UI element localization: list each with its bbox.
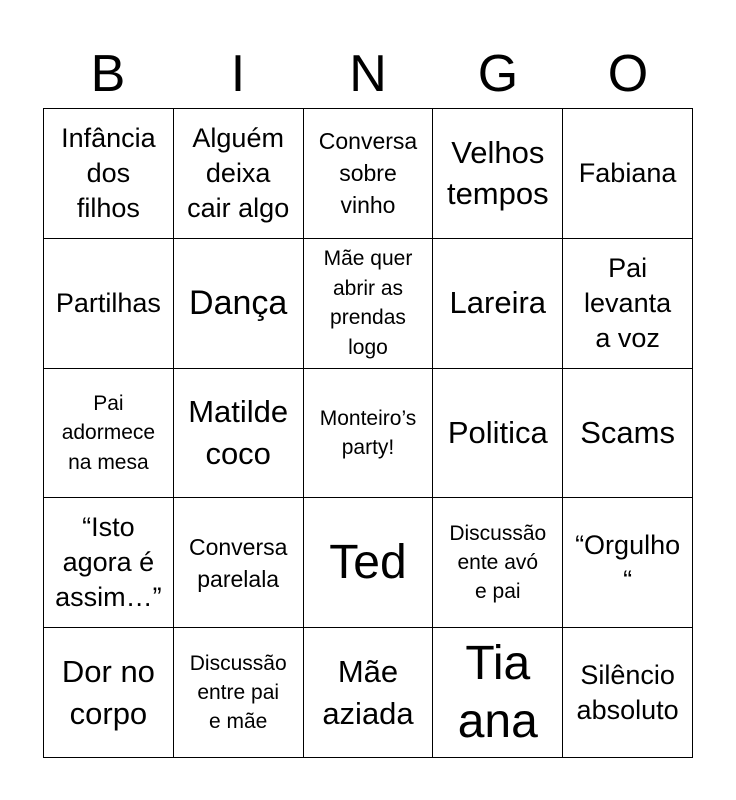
bingo-header	[43, 40, 693, 108]
bingo-cell[interactable]	[174, 498, 304, 628]
bingo-cell[interactable]	[433, 498, 563, 628]
cell-text: “Isto agora é assim…”	[55, 512, 162, 613]
bingo-cell[interactable]	[44, 239, 174, 369]
bingo-cell[interactable]	[563, 369, 693, 499]
bingo-cell[interactable]	[433, 109, 563, 239]
bingo-cell[interactable]	[563, 628, 693, 758]
header-letter-b: B	[90, 45, 126, 103]
bingo-cell[interactable]	[174, 628, 304, 758]
bingo-cell[interactable]	[304, 239, 434, 369]
cell-text: Alguém deixa cair algo	[187, 122, 290, 223]
cell-text: Politica	[447, 415, 548, 451]
cell-text: Dor no corpo	[61, 653, 155, 731]
cell-text: Conversa sobre vinho	[318, 128, 418, 219]
cell-text: Tia ana	[457, 637, 538, 748]
cell-text: Mãe quer abrir as prendas logo	[323, 247, 413, 359]
bingo-cell[interactable]	[304, 628, 434, 758]
bingo-cell[interactable]	[174, 239, 304, 369]
bingo-cell[interactable]	[304, 369, 434, 499]
bingo-cell[interactable]	[44, 498, 174, 628]
cell-text: Scams	[580, 415, 675, 451]
cell-text: Dança	[189, 284, 288, 323]
bingo-cell[interactable]	[44, 369, 174, 499]
cell-text: Monteiro’s party!	[319, 406, 417, 459]
cell-text: Lareira	[449, 285, 547, 321]
cell-text: Discussão entre pai e mãe	[189, 651, 287, 734]
cell-text: Pai levanta a voz	[584, 252, 672, 353]
cell-text: Discussão ente avó e pai	[449, 521, 547, 604]
header-letter-g: G	[477, 45, 519, 103]
cell-text: Mãe aziada	[322, 653, 414, 731]
bingo-cell[interactable]	[174, 369, 304, 499]
cell-text: Infância dos filhos	[61, 122, 156, 223]
bingo-cell[interactable]	[174, 109, 304, 239]
cell-text: Conversa parelala	[188, 533, 288, 592]
header-letter-o: O	[607, 45, 649, 103]
cell-text: Pai adormece na mesa	[61, 391, 156, 474]
bingo-cell[interactable]	[304, 109, 434, 239]
bingo-cell[interactable]	[433, 369, 563, 499]
bingo-cell[interactable]	[304, 498, 434, 628]
bingo-grid	[43, 108, 693, 758]
cell-text: Fabiana	[578, 157, 677, 188]
cell-text: Partilhas	[55, 287, 161, 318]
bingo-cell[interactable]	[44, 109, 174, 239]
cell-text: Matilde coco	[188, 394, 289, 471]
cell-text: Ted	[329, 535, 407, 589]
header-letter-n: N	[349, 45, 387, 103]
bingo-cell[interactable]	[433, 628, 563, 758]
bingo-cell[interactable]	[563, 239, 693, 369]
cell-text: Velhos tempos	[446, 134, 549, 212]
header-letter-i: I	[230, 45, 246, 103]
bingo-cell[interactable]	[44, 628, 174, 758]
bingo-cell[interactable]	[563, 109, 693, 239]
bingo-cell[interactable]	[433, 239, 563, 369]
cell-text: “Orgulho “	[575, 529, 681, 595]
bingo-cell[interactable]	[563, 498, 693, 628]
cell-text: Silêncio absoluto	[576, 659, 679, 725]
